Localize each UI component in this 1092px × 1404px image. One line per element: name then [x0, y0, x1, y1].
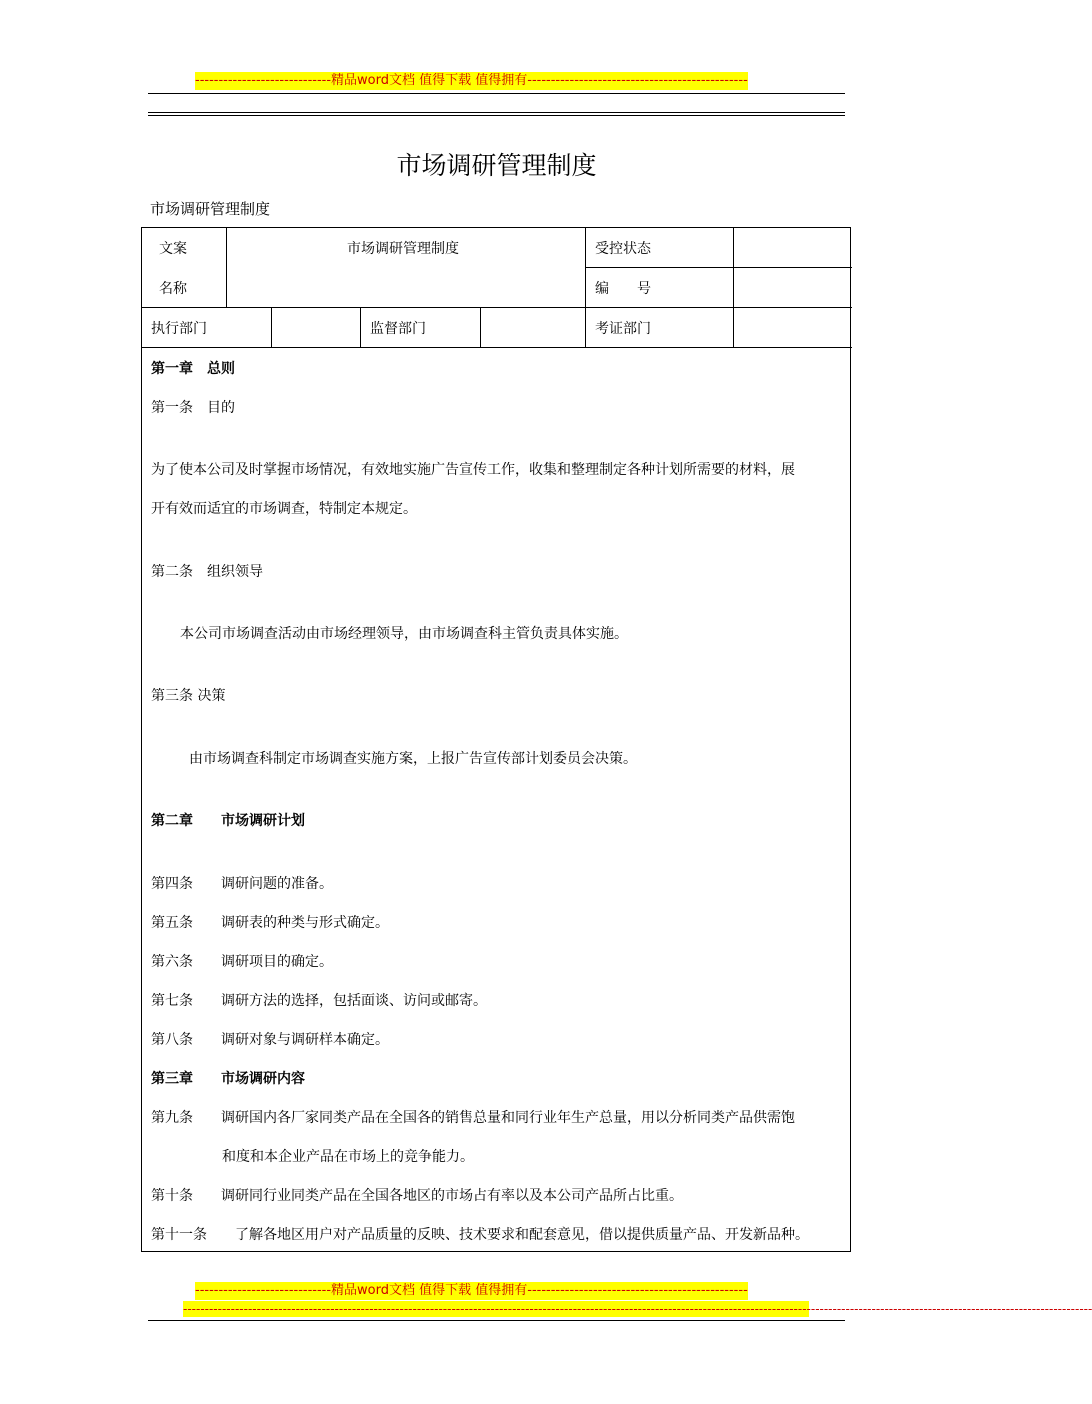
- label-wenan: 文案: [159, 241, 187, 257]
- article-line: 第七条 调研方法的选择，包括面谈、访问或邮寄。: [151, 993, 487, 1009]
- header-banner-text: 精品word文档 值得下载 值得拥有: [331, 73, 528, 88]
- chapter-heading: 第二章 市场调研计划: [151, 813, 305, 829]
- page-title: 市场调研管理制度: [396, 151, 597, 180]
- label-control-status: 受控状态: [595, 241, 651, 257]
- divider: [142, 347, 852, 348]
- doc-name-value: 市场调研管理制度: [347, 241, 459, 257]
- article-heading: 第三条 决策: [151, 688, 226, 704]
- paragraph-line: 开有效而适宜的市场调查，特制定本规定。: [151, 501, 417, 517]
- article-line: 第四条 调研问题的准备。: [151, 876, 333, 892]
- label-verify-dept: 考证部门: [595, 321, 651, 337]
- divider: [271, 308, 272, 348]
- article-line: 第九条 调研国内各厂家同类产品在全国各的销售总量和同行业年生产总量，用以分析同类产品供需饱: [151, 1110, 795, 1126]
- header-double-rule-top: [148, 112, 845, 113]
- divider: [226, 228, 227, 308]
- divider: [585, 228, 586, 348]
- footer-banner-text: 精品word文档 值得下载 值得拥有: [331, 1283, 528, 1298]
- divider: [585, 267, 852, 268]
- footer-banner: [195, 1282, 748, 1300]
- footer-banner-right-dashes: -----------------------------------------------: [527, 1283, 748, 1298]
- divider: [142, 307, 852, 308]
- article-line: 第十一条 了解各地区用户对产品质量的反映、技术要求和配套意见，借以提供质量产品、开发新品种。: [151, 1227, 809, 1243]
- label-supervise-dept: 监督部门: [370, 321, 426, 337]
- chapter-heading: 第一章 总则: [151, 361, 235, 377]
- header-double-rule-bottom: [148, 115, 845, 116]
- article-line: 第五条 调研表的种类与形式确定。: [151, 915, 389, 931]
- article-heading: 第一条 目的: [151, 400, 235, 416]
- header-banner: [195, 72, 748, 90]
- divider: [733, 228, 734, 348]
- article-line-continued: 和度和本企业产品在市场上的竞争能力。: [222, 1149, 474, 1165]
- article-line: 第十条 调研同行业同类产品在全国各地区的市场占有率以及本公司产品所占比重。: [151, 1188, 683, 1204]
- header-rule: [148, 93, 845, 94]
- paragraph-line: 由市场调查科制定市场调查实施方案，上报广告宣传部计划委员会决策。: [189, 751, 637, 767]
- paragraph-line: 本公司市场调查活动由市场经理领导，由市场调查科主管负责具体实施。: [180, 626, 628, 642]
- divider: [360, 308, 361, 348]
- document-table: [141, 227, 851, 1252]
- label-number: 编 号: [595, 281, 651, 297]
- label-mingcheng: 名称: [159, 281, 187, 297]
- footer-dash-line: ------------------------------------------------------------------------------------------------------------------------------------------------------------------------------------------------------------------: [183, 1302, 1092, 1316]
- header-banner-left-dashes: -----------------------------: [195, 73, 332, 88]
- article-line: 第八条 调研对象与调研样本确定。: [151, 1032, 389, 1048]
- page-subtitle: 市场调研管理制度: [150, 200, 271, 218]
- label-exec-dept: 执行部门: [151, 321, 207, 337]
- footer-banner-left-dashes: -----------------------------: [195, 1283, 332, 1298]
- divider: [480, 308, 481, 348]
- article-heading: 第二条 组织领导: [151, 564, 263, 580]
- chapter-heading: 第三章 市场调研内容: [151, 1071, 305, 1087]
- header-banner-right-dashes: -----------------------------------------------: [527, 73, 748, 88]
- article-line: 第六条 调研项目的确定。: [151, 954, 333, 970]
- footer-rule: [148, 1320, 845, 1321]
- paragraph-line: 为了使本公司及时掌握市场情况，有效地实施广告宣传工作，收集和整理制定各种计划所需要的材料，展: [151, 462, 795, 478]
